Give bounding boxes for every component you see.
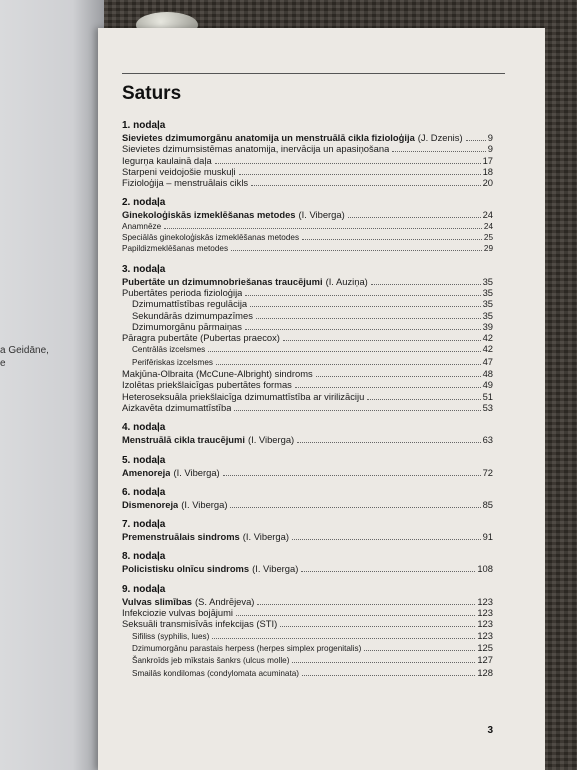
toc-entry	[122, 402, 493, 413]
toc-entry	[122, 321, 493, 332]
left-page-text-1: a Geidāne,	[0, 345, 49, 356]
entry-title: Vulvas slimības	[122, 595, 193, 607]
leader-dots	[236, 615, 475, 616]
entry-page: 53	[482, 401, 493, 413]
entry-page: 24	[483, 221, 493, 231]
entry-title: Fizioloģija – menstruālais cikls	[122, 177, 249, 189]
entry-page: 35	[482, 286, 493, 298]
entry-page: 24	[482, 209, 493, 221]
entry-title: Infekciozie vulvas bojājumi	[122, 607, 233, 619]
entry-title: Dzimumattīstības regulācija	[132, 298, 248, 310]
entry-page: 51	[482, 390, 493, 402]
toc-entry	[122, 310, 493, 321]
toc-section	[122, 422, 493, 445]
entry-page: 123	[477, 607, 493, 619]
toc-entry	[122, 467, 493, 478]
entry-title: Ginekoloģiskās izmeklēšanas metodes	[122, 209, 296, 221]
toc-entry	[122, 607, 493, 618]
leader-dots	[208, 351, 480, 352]
header-rule	[122, 73, 505, 74]
entry-title: Papildizmeklēšanas metodes	[122, 244, 229, 254]
entry-title: Pubertāte un dzimumnobriešanas traucējumi	[122, 275, 323, 287]
entry-page: 17	[482, 154, 493, 166]
toc-entry	[122, 177, 493, 188]
entry-title: Makjūna-Olbraita (McCune-Albright) sindroms	[122, 368, 313, 380]
leader-dots	[234, 410, 480, 411]
entry-title: Sekundārās dzimumpazīmes	[132, 309, 253, 321]
entry-page: 42	[482, 332, 493, 344]
leader-dots	[371, 284, 481, 285]
entry-title: Heteroseksuāla priekšlaicīga dzimumattīstība ar virilizāciju	[122, 390, 365, 402]
entry-page: 47	[482, 355, 493, 367]
leader-dots	[230, 507, 480, 508]
entry-page: 123	[477, 595, 493, 607]
leader-dots	[348, 217, 481, 218]
leader-dots	[367, 399, 480, 400]
entry-title: Premenstruālais sindroms	[122, 531, 240, 543]
leader-dots	[245, 329, 481, 330]
entry-page: 29	[483, 244, 493, 254]
entry-page: 123	[477, 618, 493, 630]
entry-page: 49	[482, 379, 493, 391]
entry-title: Dzimumorgānu parastais herpess (herpes simplex progenitalis)	[132, 643, 362, 653]
entry-title: Pubertātes perioda fizioloģija	[122, 286, 243, 298]
toc-entry	[122, 143, 493, 154]
entry-page: 125	[477, 641, 493, 653]
entry-title: Sievietes dzimumorgānu anatomija un menstruālā cikla fizioloģija	[122, 132, 415, 143]
chapter-heading: 8. nodaļa	[122, 551, 166, 563]
entry-title: Iegurņa kaulainā daļa	[122, 154, 212, 166]
toc-entry	[122, 243, 493, 254]
page-title: Saturs	[122, 83, 182, 104]
entry-title: Amenoreja	[122, 466, 171, 478]
entry-page: 42	[482, 343, 493, 355]
entry-title: Izolētas priekšlaicīgas pubertātes formas	[122, 379, 292, 391]
leader-dots	[297, 442, 480, 443]
entry-page: 48	[482, 368, 493, 380]
entry-title: Sievietes dzimumsistēmas anatomija, inervācija un apasiņošana	[122, 143, 390, 155]
toc-section	[122, 487, 493, 510]
table-of-contents	[122, 120, 493, 688]
toc-entry	[122, 642, 493, 654]
entry-page: 123	[477, 629, 493, 641]
toc-entry	[122, 287, 493, 298]
leader-dots	[164, 228, 482, 229]
chapter-heading: 6. nodaļa	[122, 486, 166, 498]
entry-page: 35	[482, 298, 493, 310]
entry-title: Sifiliss (syphilis, lues)	[132, 631, 210, 641]
leader-dots	[466, 140, 486, 141]
leader-dots	[292, 539, 481, 540]
toc-section	[122, 264, 493, 414]
leader-dots	[257, 604, 475, 605]
toc-entry	[122, 221, 493, 232]
leader-dots	[316, 376, 481, 377]
entry-author: (J. Dzenis)	[417, 132, 463, 143]
leader-dots	[223, 475, 481, 476]
entry-page: 72	[482, 466, 493, 478]
entry-title: Seksuāli transmisīvās infekcijas (STI)	[122, 618, 278, 630]
toc-entry	[122, 531, 493, 542]
entry-page: 20	[482, 177, 493, 189]
toc-entry	[122, 332, 493, 343]
toc-entry	[122, 232, 493, 243]
entry-page: 25	[483, 233, 493, 243]
entry-title: Centrālās izcelsmes	[132, 345, 206, 355]
toc-entry	[122, 155, 493, 166]
entry-title: Perifēriskas izcelsmes	[132, 357, 213, 367]
toc-entry	[122, 596, 493, 607]
leader-dots	[231, 250, 482, 251]
entry-page: 85	[482, 498, 493, 510]
leader-dots	[302, 239, 482, 240]
entry-title: Speciālās ginekoloģiskās izmeklēšanas metodes	[122, 233, 300, 243]
entry-page: 128	[477, 666, 493, 678]
toc-entry	[122, 499, 493, 510]
chapter-heading: 4. nodaļa	[122, 422, 166, 434]
leader-dots	[212, 638, 475, 639]
leader-dots	[292, 662, 475, 663]
toc-entry	[122, 298, 493, 309]
leader-dots	[295, 387, 481, 388]
entry-author: (I. Viberga)	[173, 466, 220, 478]
book-page	[98, 28, 545, 770]
chapter-heading: 1. nodaļa	[122, 120, 166, 131]
entry-title: Pāragra pubertāte (Pubertas praecox)	[122, 332, 280, 344]
leader-dots	[239, 174, 481, 175]
chapter-heading: 5. nodaļa	[122, 454, 166, 466]
entry-page: 35	[482, 275, 493, 287]
entry-author: (I. Auziņa)	[325, 275, 368, 287]
chapter-heading: 9. nodaļa	[122, 583, 166, 595]
toc-entry	[122, 379, 493, 390]
entry-title: Smailās kondilomas (condylomata acuminata)	[132, 668, 300, 678]
page-number: 3	[487, 725, 493, 736]
left-page	[0, 0, 104, 770]
toc-section	[122, 551, 493, 574]
entry-page: 63	[482, 434, 493, 446]
entry-author: (I. Viberga)	[252, 563, 299, 575]
entry-author: (I. Viberga)	[247, 434, 295, 446]
toc-entry	[122, 356, 493, 368]
toc-entry	[122, 667, 493, 679]
entry-author: (S. Andrējeva)	[195, 595, 255, 607]
leader-dots	[251, 185, 480, 186]
chapter-heading: 7. nodaļa	[122, 519, 166, 531]
entry-page: 108	[477, 563, 493, 575]
toc-entry	[122, 618, 493, 629]
leader-dots	[250, 306, 480, 307]
toc-entry	[122, 630, 493, 642]
toc-section	[122, 197, 493, 254]
toc-entry	[122, 132, 493, 143]
entry-author: (I. Viberga)	[181, 498, 228, 510]
toc-entry	[122, 166, 493, 177]
entry-page: 9	[487, 132, 493, 143]
toc-entry	[122, 563, 493, 574]
leader-dots	[245, 295, 480, 296]
toc-entry	[122, 368, 493, 379]
entry-page: 18	[482, 165, 493, 177]
leader-dots	[216, 364, 481, 365]
entry-page: 9	[487, 143, 493, 155]
chapter-heading: 2. nodaļa	[122, 197, 166, 209]
toc-entry	[122, 654, 493, 666]
entry-title: Šankroīds jeb mīkstais šankrs (ulcus molle)	[132, 656, 290, 666]
toc-entry	[122, 434, 493, 445]
entry-page: 35	[482, 309, 493, 321]
toc-section	[122, 120, 493, 188]
entry-title: Dismenoreja	[122, 498, 179, 510]
leader-dots	[280, 626, 475, 627]
leader-dots	[215, 163, 481, 164]
left-page-text-2: e	[0, 358, 6, 369]
toc-entry	[122, 391, 493, 402]
leader-dots	[392, 151, 485, 152]
entry-title: Policistisku olnīcu sindroms	[122, 563, 250, 575]
entry-title: Aizkavēta dzimumattīstība	[122, 401, 232, 413]
entry-title: Anamnēze	[122, 221, 162, 231]
chapter-heading: 3. nodaļa	[122, 263, 166, 275]
leader-dots	[364, 650, 475, 651]
entry-author: (I. Viberga)	[242, 531, 289, 543]
entry-title: Dzimumorgānu pārmaiņas	[132, 320, 242, 332]
entry-author: (I. Viberga)	[298, 209, 345, 221]
toc-entry	[122, 276, 493, 287]
toc-entry	[122, 343, 493, 355]
leader-dots	[283, 340, 481, 341]
toc-section	[122, 584, 493, 679]
toc-section	[122, 455, 493, 478]
leader-dots	[301, 571, 475, 572]
entry-page: 39	[482, 320, 493, 332]
leader-dots	[302, 675, 475, 676]
entry-page: 91	[482, 531, 493, 543]
entry-title: Menstruālā cikla traucējumi	[122, 434, 245, 446]
toc-section	[122, 519, 493, 542]
toc-entry	[122, 209, 493, 220]
entry-title: Starpeni veidojošie muskuļi	[122, 165, 236, 177]
leader-dots	[256, 318, 481, 319]
entry-page: 127	[477, 654, 493, 666]
